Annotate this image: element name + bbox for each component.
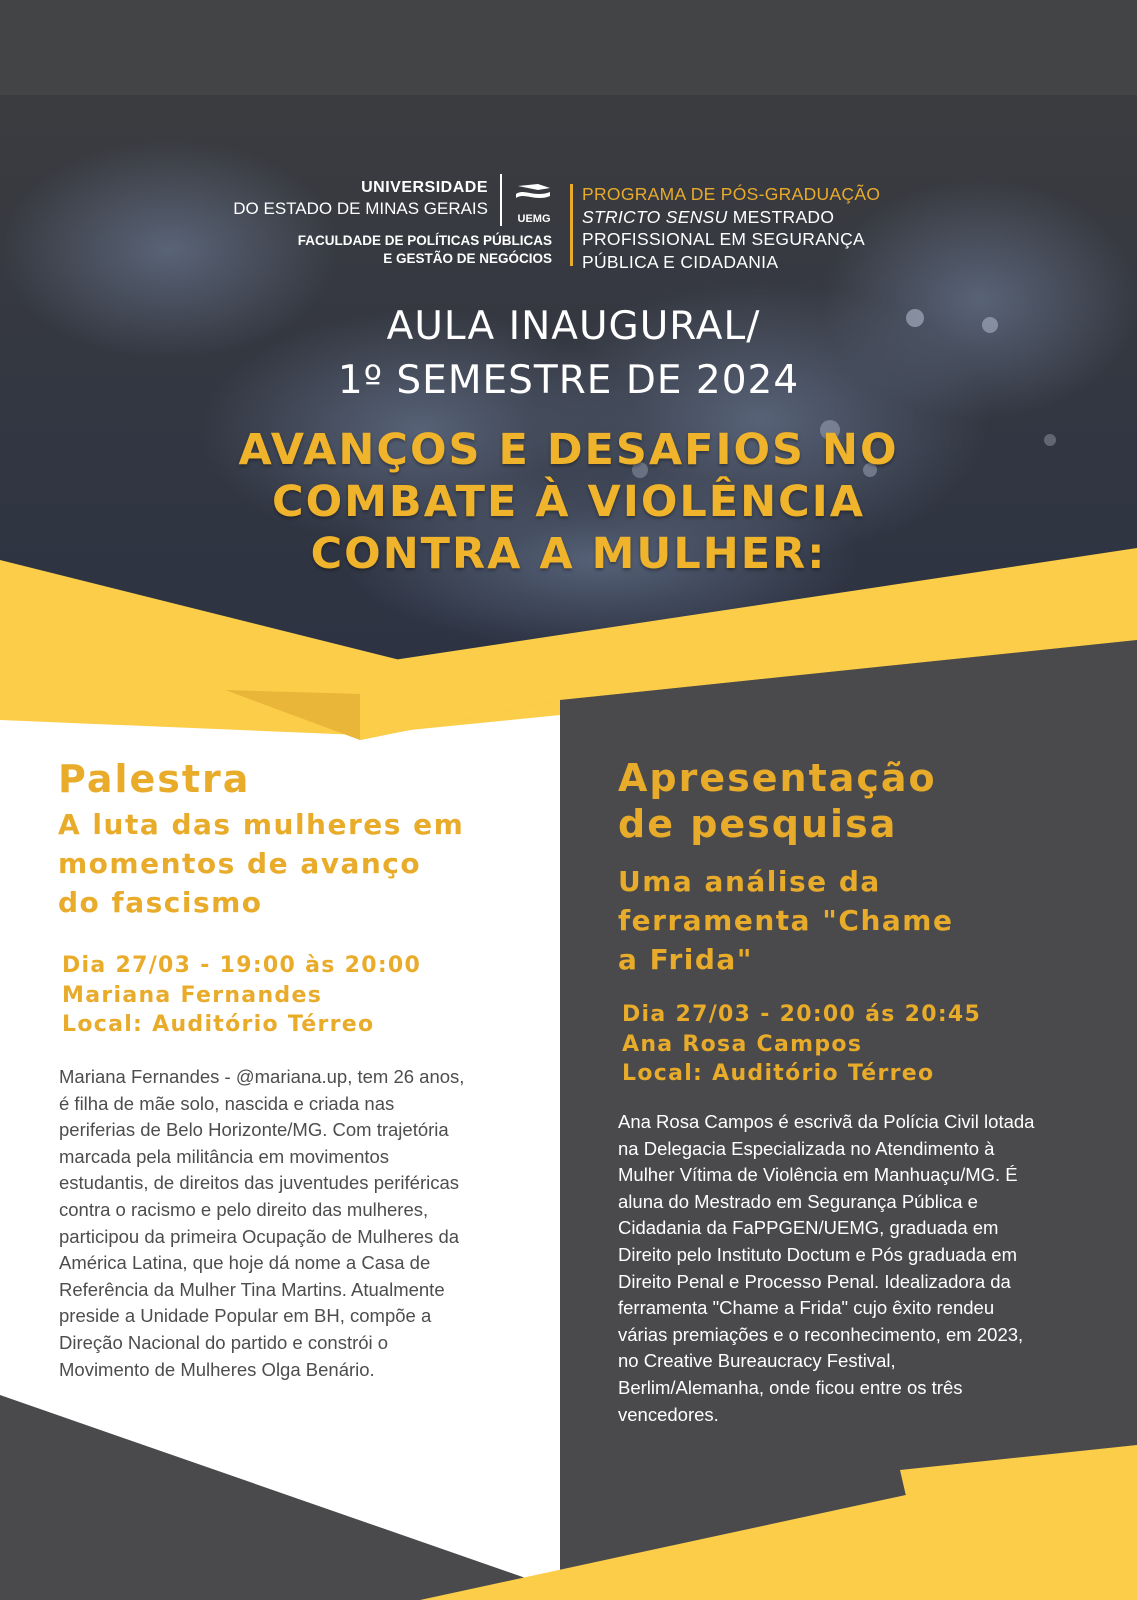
right-bio-line: Mulher Vítima de Violência em Manhuaçu/MG. É [618,1164,1018,1186]
program-line2 [582,206,922,229]
right-topic-line1: Uma análise da [618,865,881,898]
left-bio-line: periferias de Belo Horizonte/MG. Com trajetória [59,1119,449,1141]
right-bio-line: Berlim/Alemanha, onde ficou entre os três [618,1376,963,1398]
right-bio-line: várias premiações e o reconhecimento, em 2023, [618,1323,1024,1345]
right-speaker: Ana Rosa Campos [622,1031,863,1057]
right-bio-line: Ana Rosa Campos é escrivã da Polícia Civil lotada [618,1111,1035,1132]
uemg-logo-label: UEMG [517,213,551,225]
program-block [582,183,922,273]
subtitle-line1: AVANÇOS E DESAFIOS NO [238,425,899,475]
program-line3: PROFISSIONAL EM SEGURANÇA [582,229,866,249]
left-bio-line: marcada pela militância em movimentos [59,1145,390,1167]
program-stricto-sensu: STRICTO SENSU [582,206,728,227]
faculty-line1: FACULDADE DE POLÍTICAS PÚBLICAS [297,233,552,248]
program-mestrado: MESTRADO [727,206,835,227]
right-event-details [622,1000,1122,1089]
subtitle-line3: CONTRA A MULHER: [310,529,827,579]
left-topic-line1: A luta das mulheres em [58,808,465,841]
left-bio-line: é filha de mãe solo, nascida e criada nas [59,1092,395,1114]
event-subtitle [0,424,1137,580]
program-line1: PROGRAMA DE PÓS-GRADUAÇÃO [582,184,881,204]
subtitle-line2: COMBATE À VIOLÊNCIA [272,477,865,527]
left-bio-line: estudantis, de direitos das juventudes periféricas [59,1172,460,1194]
left-topic [58,805,538,922]
right-bio-line: Cidadania da FaPPGEN/UEMG, graduada em [618,1217,999,1239]
right-bio-line: Direito pelo Instituto Doctum e Pós graduada em [618,1243,1017,1265]
title-line2: 1º SEMESTRE DE 2024 [337,358,800,403]
program-divider [570,184,573,266]
faculty-line2: E GESTÃO DE NEGÓCIOS [383,251,552,266]
university-line1: UNIVERSIDADE [361,179,488,196]
left-event-details [62,951,542,1040]
left-bio-line: preside a Unidade Popular em BH, compõe a [59,1305,432,1327]
right-date: Dia 27/03 - 20:00 ás 20:45 [622,1002,982,1027]
left-heading: Palestra [58,757,251,801]
logo-divider [500,174,502,226]
left-bio-line: participou da primeira Ocupação de Mulheres da [59,1225,460,1247]
left-bio-line: Direção Nacional do partido e constrói o [59,1331,389,1353]
left-topic-line2: momentos de avanço [58,847,422,880]
uemg-emblem-icon [510,180,558,208]
left-bio-line: Movimento de Mulheres Olga Benário. [59,1358,375,1380]
left-topic-line3: do fascismo [58,886,263,919]
left-bio-line: contra o racismo e pelo direito das mulheres, [59,1198,429,1220]
left-bio-line: América Latina, que hoje dá nome a Casa de [59,1252,431,1274]
right-bio-line: no Creative Bureaucracy Festival, [618,1350,896,1372]
faculty-name [200,232,552,268]
right-heading-line1: Apresentação [618,756,937,800]
bottom-yellow-right [900,1445,1137,1600]
right-bio [618,1109,1123,1428]
title-line1: AULA INAUGURAL/ [386,304,761,349]
left-date: Dia 27/03 - 19:00 às 20:00 [62,953,422,978]
uemg-logo [510,180,558,225]
left-speaker: Mariana Fernandes [62,982,323,1008]
right-bio-line: vencedores. [618,1403,719,1425]
right-topic [618,862,1118,979]
right-heading [618,755,1118,847]
right-location: Local: Auditório Térreo [622,1061,935,1086]
right-bio-line: aluna do Mestrado em Segurança Pública e [618,1190,978,1212]
right-topic-line3: a Frida" [618,943,753,976]
right-bio-line: ferramenta "Chame a Frida" cujo êxito rendeu [618,1297,995,1319]
main-title [0,300,1137,408]
left-bio [59,1064,549,1383]
university-name [200,178,488,220]
left-location: Local: Auditório Térreo [62,1012,375,1037]
left-bio-line: Mariana Fernandes - @mariana.up, tem 26 anos, [59,1066,465,1087]
university-line2: DO ESTADO DE MINAS GERAIS [233,199,488,218]
program-line4: PÚBLICA E CIDADANIA [582,251,779,272]
right-heading-line2: de pesquisa [618,802,898,846]
right-bio-line: na Delegacia Especializada no Atendimento à [618,1137,995,1159]
right-topic-line2: ferramenta "Chame [618,904,954,937]
left-bio-line: Referência da Mulher Tina Martins. Atualmente [59,1278,445,1300]
header-dark-band [0,0,1137,100]
right-bio-line: Direito Penal e Processo Penal. Idealizadora da [618,1270,1011,1292]
